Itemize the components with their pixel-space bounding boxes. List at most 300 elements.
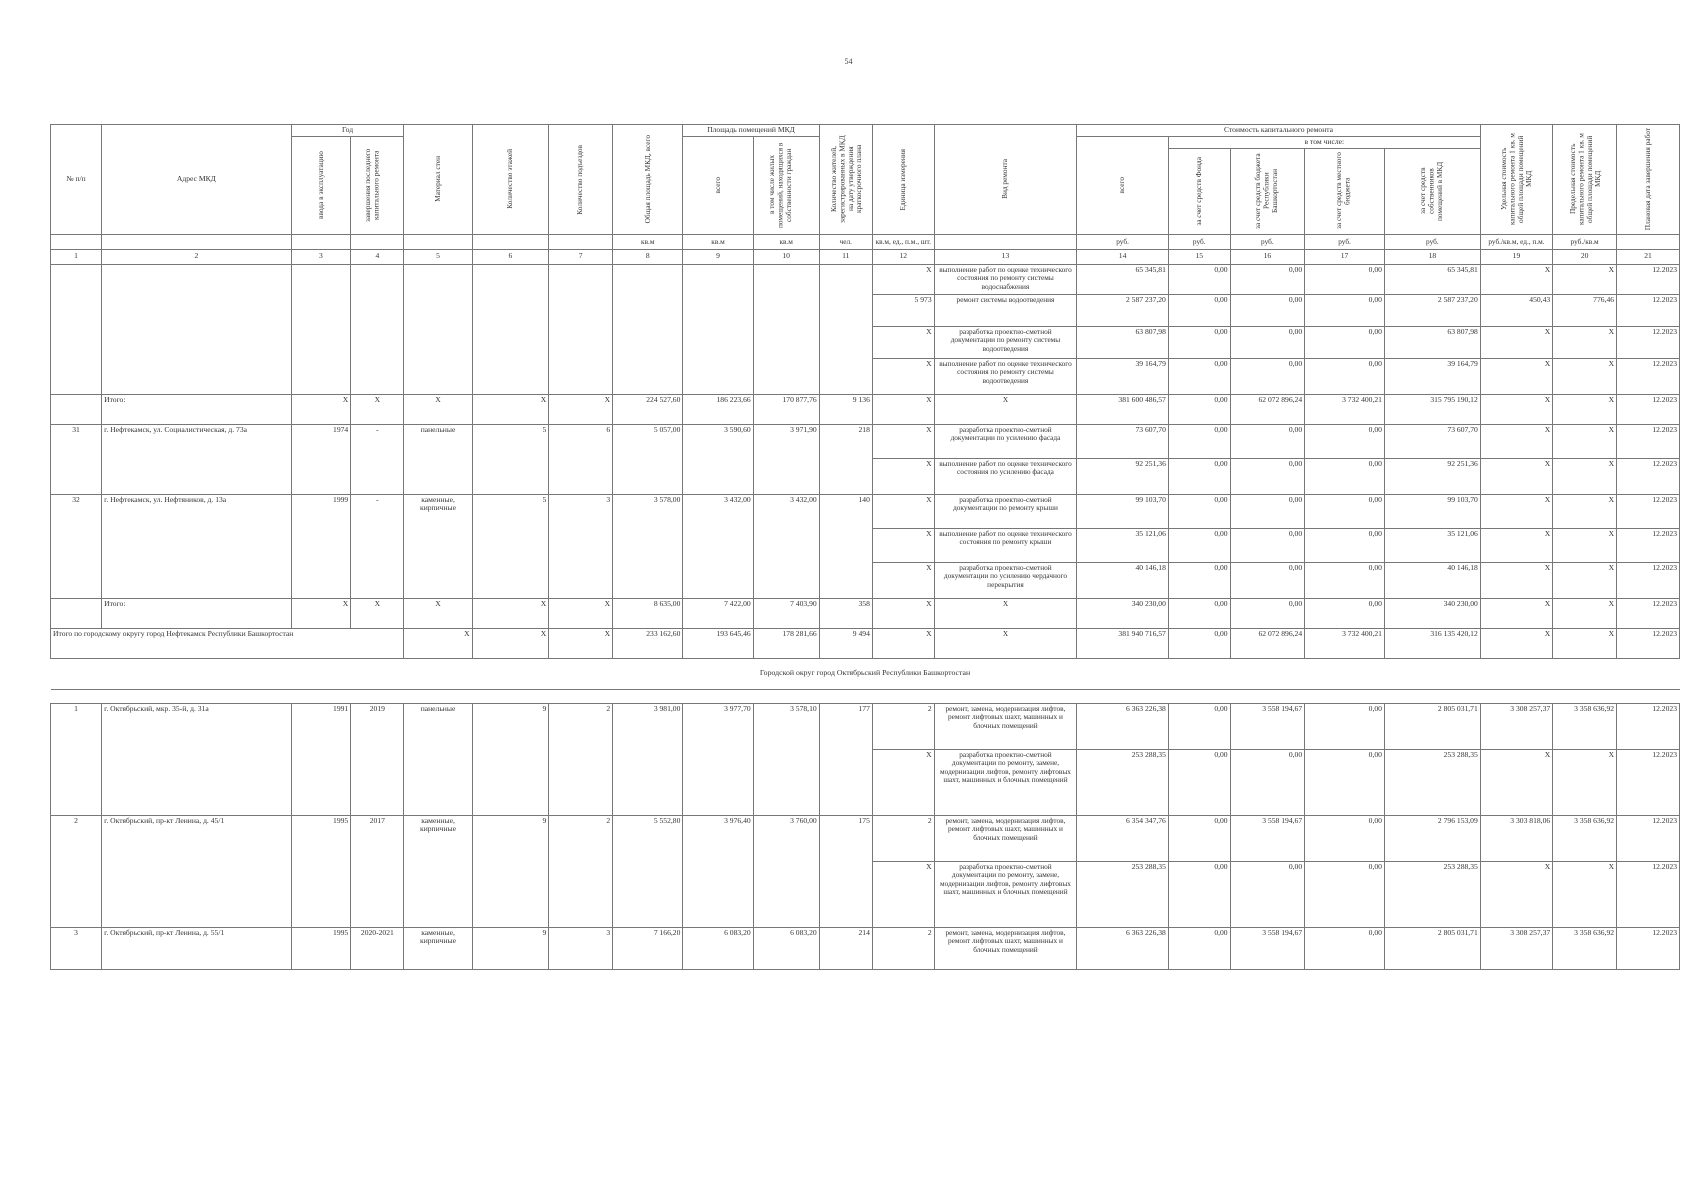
unit-cell: [934, 234, 1077, 249]
cell-area: 3 578,00: [613, 494, 683, 598]
unit-cell: [351, 234, 404, 249]
header-unit-cost: Удельная стоимость капитального ремонта 1 кв. м общей площади помещений МКД: [1480, 125, 1552, 235]
cell-fl: 9: [472, 815, 549, 927]
cell-loc: 0,00: [1305, 815, 1385, 861]
unit-cell: кв.м, ед., п.м., шт.: [872, 234, 934, 249]
cell-loc: 0,00: [1305, 326, 1385, 358]
header-total-area: Общая площадь МКД, всего: [613, 125, 683, 235]
spacer-row: [51, 689, 1680, 703]
cell-ent: 6: [549, 424, 613, 494]
cell-rep: 0,00: [1230, 494, 1305, 528]
cell-vol: 5 973: [872, 294, 934, 326]
cell-res: 140: [819, 494, 872, 598]
unit-cell: [291, 234, 351, 249]
cell-area: 8 635,00: [613, 598, 683, 628]
cell-wall: панельные: [404, 703, 472, 815]
cell-fl: 9: [472, 927, 549, 969]
cell-own: 315 795 190,12: [1384, 394, 1480, 424]
cell-own: 253 288,35: [1384, 861, 1480, 927]
cell-owned: 3 432,00: [753, 494, 819, 598]
cell-fund: 0,00: [1168, 528, 1230, 562]
cell-date: 12.2023: [1617, 749, 1680, 815]
column-index-cell: 1: [51, 249, 102, 264]
cell-vol: X: [872, 528, 934, 562]
header-limit-cost: Предельная стоимость капитального ремонта 1 кв. м общей площади помещений МКД: [1553, 125, 1617, 235]
column-index-cell: 18: [1384, 249, 1480, 264]
cell-lim: X: [1553, 264, 1617, 294]
cell-res: 218: [819, 424, 872, 494]
cell-total: 381 940 716,57: [1077, 628, 1169, 658]
cell-ent: X: [549, 394, 613, 424]
cell-num: [51, 394, 102, 424]
cell-unit: X: [1480, 562, 1552, 598]
cell-area: 233 162,60: [613, 628, 683, 658]
cell-area: 5 552,80: [613, 815, 683, 927]
cell-prem: 3 590,60: [683, 424, 753, 494]
cell-lim: X: [1553, 424, 1617, 458]
cell-unit: X: [1480, 528, 1552, 562]
cell-date: 12.2023: [1617, 703, 1680, 749]
cell-fl: 9: [472, 703, 549, 815]
cell-fl: 5: [472, 494, 549, 598]
cell-addr: г. Нефтекамск, ул. Социалистическая, д. 73а: [102, 424, 292, 494]
cell-ent: X: [549, 628, 613, 658]
cell-num: 31: [51, 424, 102, 494]
cell-loc: 0,00: [1305, 749, 1385, 815]
cell-lim: X: [1553, 326, 1617, 358]
cell-work: разработка проектно-сметной документации по усилению чердачного перекрытия: [934, 562, 1077, 598]
cell-work: выполнение работ по оценке технического состояния по ремонту крыши: [934, 528, 1077, 562]
cell-y1: X: [291, 394, 351, 424]
cell-unit: 3 308 257,37: [1480, 703, 1552, 749]
cell-prem: 193 645,46: [683, 628, 753, 658]
cell-rep: 0,00: [1230, 528, 1305, 562]
cell-fund: 0,00: [1168, 294, 1230, 326]
cell-total: 6 363 226,38: [1077, 927, 1169, 969]
cell-unit: X: [1480, 394, 1552, 424]
cell-rep: 3 558 194,67: [1230, 927, 1305, 969]
column-index-cell: 14: [1077, 249, 1169, 264]
cell-fund: 0,00: [1168, 815, 1230, 861]
cell-date: 12.2023: [1617, 326, 1680, 358]
header-num: № п/п: [51, 125, 102, 235]
cell-loc: 0,00: [1305, 294, 1385, 326]
cell-work: выполнение работ по оценке технического состояния по усилению фасада: [934, 458, 1077, 494]
cell-loc: 0,00: [1305, 264, 1385, 294]
cell-own: 35 121,06: [1384, 528, 1480, 562]
cell-total: 35 121,06: [1077, 528, 1169, 562]
cell-work: X: [934, 628, 1077, 658]
header-premises-group: Площадь помещений МКД: [683, 125, 819, 137]
cell-unit: X: [1480, 458, 1552, 494]
unit-cell: руб.: [1230, 234, 1305, 249]
cell-owned: 7 403,90: [753, 598, 819, 628]
cell-own: 2 587 237,20: [1384, 294, 1480, 326]
cell-y2: X: [351, 394, 404, 424]
cell-work: ремонт системы водоотведения: [934, 294, 1077, 326]
column-index-cell: 7: [549, 249, 613, 264]
cell-fund: 0,00: [1168, 326, 1230, 358]
cell-loc: 0,00: [1305, 927, 1385, 969]
cell-lim: 3 358 636,92: [1553, 703, 1617, 749]
unit-cell: [404, 234, 472, 249]
column-index-cell: 12: [872, 249, 934, 264]
header-premises-owned: в том числе жилых помещений, находящихся в собственности граждан: [753, 137, 819, 235]
cell-total: 2 587 237,20: [1077, 294, 1169, 326]
cell-vol: X: [872, 598, 934, 628]
cell-vol: X: [872, 749, 934, 815]
cell-unit: X: [1480, 628, 1552, 658]
table-row: [51, 815, 1680, 861]
cell-lim: 3 358 636,92: [1553, 927, 1617, 969]
cell-fund: 0,00: [1168, 562, 1230, 598]
cell-own: 73 607,70: [1384, 424, 1480, 458]
cell-vol: 2: [872, 927, 934, 969]
cell-rep: 62 072 896,24: [1230, 394, 1305, 424]
cell-rep: 0,00: [1230, 598, 1305, 628]
table-row: [51, 598, 1680, 628]
unit-cell: кв.м: [613, 234, 683, 249]
cell-vol: X: [872, 628, 934, 658]
cell-work: выполнение работ по оценке технического состояния по ремонту системы водоснабжения: [934, 264, 1077, 294]
cell-vol: X: [872, 424, 934, 458]
cell-own: 340 230,00: [1384, 598, 1480, 628]
cell-date: 12.2023: [1617, 562, 1680, 598]
unit-cell: [102, 234, 292, 249]
cell-num: 32: [51, 494, 102, 598]
cell-fund: 0,00: [1168, 749, 1230, 815]
cell-rep: 3 558 194,67: [1230, 703, 1305, 749]
cell-addr: Итого:: [102, 394, 292, 424]
cell-continued: [51, 264, 102, 394]
unit-cell: кв.м: [753, 234, 819, 249]
cell-vol: X: [872, 394, 934, 424]
cell-wall: каменные, кирпичные: [404, 815, 472, 927]
cell-addr: Итого:: [102, 598, 292, 628]
cell-lim: 3 358 636,92: [1553, 815, 1617, 861]
cell-y2: -: [351, 424, 404, 494]
cell-fl: 5: [472, 424, 549, 494]
column-index-row: [51, 249, 1680, 264]
cell-continued: [472, 264, 549, 394]
cell-vol: 2: [872, 703, 934, 749]
cell-ent: 3: [549, 927, 613, 969]
header-work: Вид ремонта: [934, 125, 1077, 235]
unit-cell: [51, 234, 102, 249]
cell-continued: [819, 264, 872, 394]
cell-y2: 2019: [351, 703, 404, 815]
cell-vol: X: [872, 562, 934, 598]
cell-vol: X: [872, 861, 934, 927]
header-volume: Единица измерения: [872, 125, 934, 235]
cell-ent: X: [549, 598, 613, 628]
cell-vol: X: [872, 326, 934, 358]
cell-fund: 0,00: [1168, 424, 1230, 458]
cell-vol: X: [872, 264, 934, 294]
cell-y2: -: [351, 494, 404, 598]
cell-num: 2: [51, 815, 102, 927]
cell-addr: г. Октябрьский, пр-кт Ленина, д. 45/1: [102, 815, 292, 927]
column-index-cell: 17: [1305, 249, 1385, 264]
cell-wall: каменные, кирпичные: [404, 927, 472, 969]
cell-work: X: [934, 394, 1077, 424]
cell-fund: 0,00: [1168, 358, 1230, 394]
cell-fund: 0,00: [1168, 264, 1230, 294]
cell-ent: 2: [549, 815, 613, 927]
cell-num: 1: [51, 703, 102, 815]
cell-work: ремонт, замена, модернизация лифтов, ремонт лифтовых шахт, машинных и блочных помещений: [934, 927, 1077, 969]
cell-wall: каменные, кирпичные: [404, 494, 472, 598]
cell-addr: г. Октябрьский, пр-кт Ленина, д. 55/1: [102, 927, 292, 969]
cell-rep: 0,00: [1230, 749, 1305, 815]
cell-unit: X: [1480, 358, 1552, 394]
column-index-cell: 3: [291, 249, 351, 264]
cell-owned: 3 578,10: [753, 703, 819, 815]
cell-owned: 3 760,00: [753, 815, 819, 927]
cell-rep: 0,00: [1230, 326, 1305, 358]
cell-owned: 6 083,20: [753, 927, 819, 969]
cell-date: 12.2023: [1617, 628, 1680, 658]
cell-lim: X: [1553, 528, 1617, 562]
header-cost-local: за счет средств местного бюджета: [1305, 148, 1385, 234]
cell-owned: 3 971,90: [753, 424, 819, 494]
unit-cell: руб./кв.м, ед., п.м.: [1480, 234, 1552, 249]
cell-fund: 0,00: [1168, 703, 1230, 749]
cell-lim: X: [1553, 494, 1617, 528]
cell-total: 65 345,81: [1077, 264, 1169, 294]
cell-own: 40 146,18: [1384, 562, 1480, 598]
units-row: [51, 234, 1680, 249]
capital-repair-table-sheet: [50, 124, 1680, 1070]
cell-loc: 0,00: [1305, 703, 1385, 749]
table-body: [51, 264, 1680, 969]
cell-lim: X: [1553, 458, 1617, 494]
header-cost-total: всего: [1077, 137, 1169, 235]
cell-y1: 1995: [291, 927, 351, 969]
group-title: Городской округ город Октябрьский Республики Башкортостан: [51, 658, 1680, 689]
column-index-cell: 10: [753, 249, 819, 264]
cell-wall: панельные: [404, 424, 472, 494]
cell-addr: г. Нефтекамск, ул. Нефтяников, д. 13а: [102, 494, 292, 598]
spacer-cell: [51, 689, 1680, 703]
cell-rep: 0,00: [1230, 424, 1305, 458]
cell-work: X: [934, 598, 1077, 628]
cell-continued: [753, 264, 819, 394]
cell-lim: X: [1553, 562, 1617, 598]
page-number: 54: [844, 57, 853, 66]
cell-fl: X: [472, 598, 549, 628]
cell-loc: 0,00: [1305, 598, 1385, 628]
cell-loc: 3 732 400,21: [1305, 394, 1385, 424]
table-row: [51, 264, 1680, 294]
cell-unit: X: [1480, 598, 1552, 628]
cell-rep: 0,00: [1230, 294, 1305, 326]
cell-date: 12.2023: [1617, 458, 1680, 494]
cell-lim: 776,46: [1553, 294, 1617, 326]
header-cost-group: Стоимость капитального ремонта: [1077, 125, 1480, 137]
cell-unit: X: [1480, 264, 1552, 294]
column-index-cell: 16: [1230, 249, 1305, 264]
header-premises-total: всего: [683, 137, 753, 235]
unit-cell: [549, 234, 613, 249]
cell-unit: 3 303 818,06: [1480, 815, 1552, 861]
cell-area: 224 527,60: [613, 394, 683, 424]
header-cost-republic: за счет средств бюджета Республики Башкортостан: [1230, 148, 1305, 234]
cell-continued: [683, 264, 753, 394]
cell-wall: X: [404, 598, 472, 628]
cell-area: 5 057,00: [613, 424, 683, 494]
cell-res: 358: [819, 598, 872, 628]
cell-y2: 2017: [351, 815, 404, 927]
cell-fl: X: [472, 394, 549, 424]
column-index-cell: 15: [1168, 249, 1230, 264]
cell-rep: 3 558 194,67: [1230, 815, 1305, 861]
cell-own: 316 135 420,12: [1384, 628, 1480, 658]
cell-own: 39 164,79: [1384, 358, 1480, 394]
cell-res: 214: [819, 927, 872, 969]
header-year-last-repair: завершения последнего капитального ремонта: [351, 137, 404, 235]
cell-loc: 0,00: [1305, 458, 1385, 494]
header-cost-sub: в том числе:: [1168, 137, 1480, 149]
cell-own: 63 807,98: [1384, 326, 1480, 358]
cell-date: 12.2023: [1617, 598, 1680, 628]
cell-loc: 3 732 400,21: [1305, 628, 1385, 658]
cell-date: 12.2023: [1617, 528, 1680, 562]
cell-rep: 0,00: [1230, 458, 1305, 494]
cell-continued: [549, 264, 613, 394]
group-title-row: [51, 658, 1680, 689]
cell-work: выполнение работ по оценке технического состояния по ремонту системы водоотведения: [934, 358, 1077, 394]
cell-own: 65 345,81: [1384, 264, 1480, 294]
cell-y1: 1974: [291, 424, 351, 494]
cell-fl: X: [472, 628, 549, 658]
cell-unit: X: [1480, 494, 1552, 528]
cell-area: 3 981,00: [613, 703, 683, 815]
cell-date: 12.2023: [1617, 394, 1680, 424]
cell-prem: 3 976,40: [683, 815, 753, 927]
cell-rep: 0,00: [1230, 861, 1305, 927]
column-index-cell: 8: [613, 249, 683, 264]
okrug-total-row: [51, 628, 1680, 658]
column-index-cell: 19: [1480, 249, 1552, 264]
unit-cell: [1617, 234, 1680, 249]
cell-y1: 1995: [291, 815, 351, 927]
column-index-cell: 4: [351, 249, 404, 264]
cell-date: 12.2023: [1617, 424, 1680, 458]
cell-prem: 6 083,20: [683, 927, 753, 969]
cell-total: 39 164,79: [1077, 358, 1169, 394]
cell-continued: [291, 264, 351, 394]
column-index-cell: 21: [1617, 249, 1680, 264]
cell-date: 12.2023: [1617, 815, 1680, 861]
cell-continued: [102, 264, 292, 394]
cell-total: 92 251,36: [1077, 458, 1169, 494]
unit-cell: руб.: [1168, 234, 1230, 249]
cell-res: 9 494: [819, 628, 872, 658]
cell-own: 2 796 153,09: [1384, 815, 1480, 861]
cell-vol: X: [872, 494, 934, 528]
header-entrances: Количество подъездов: [549, 125, 613, 235]
cell-unit: X: [1480, 861, 1552, 927]
cell-fund: 0,00: [1168, 861, 1230, 927]
cell-unit: 450,43: [1480, 294, 1552, 326]
table-row: [51, 494, 1680, 528]
unit-cell: [472, 234, 549, 249]
cell-date: 12.2023: [1617, 861, 1680, 927]
header-floors: Количество этажей: [472, 125, 549, 235]
cell-rep: 0,00: [1230, 264, 1305, 294]
cell-owned: 170 877,76: [753, 394, 819, 424]
cell-loc: 0,00: [1305, 424, 1385, 458]
table-row: [51, 424, 1680, 458]
cell-y2: X: [351, 598, 404, 628]
header-cost-owners: за счет средств собственников помещений в МКД: [1384, 148, 1480, 234]
header-address: Адрес МКД: [102, 125, 292, 235]
unit-cell: чел.: [819, 234, 872, 249]
cell-fund: 0,00: [1168, 628, 1230, 658]
cell-total: 6 363 226,38: [1077, 703, 1169, 749]
cell-continued: [404, 264, 472, 394]
header-year-group: Год: [291, 125, 404, 137]
cell-fund: 0,00: [1168, 598, 1230, 628]
cell-unit: X: [1480, 749, 1552, 815]
cell-total: 40 146,18: [1077, 562, 1169, 598]
cell-date: 12.2023: [1617, 494, 1680, 528]
cell-vol: 2: [872, 815, 934, 861]
cell-num: 3: [51, 927, 102, 969]
cell-res: 177: [819, 703, 872, 815]
cell-prem: 3 977,70: [683, 703, 753, 815]
unit-cell: руб./кв.м: [1553, 234, 1617, 249]
header-residents: Количество жителей, зарегистрированных в МКД на дату утверждения краткосрочного плана: [819, 125, 872, 235]
table-row: [51, 394, 1680, 424]
cell-unit: X: [1480, 326, 1552, 358]
cell-own: 99 103,70: [1384, 494, 1480, 528]
cell-total: 63 807,98: [1077, 326, 1169, 358]
column-index-cell: 6: [472, 249, 549, 264]
cell-own: 92 251,36: [1384, 458, 1480, 494]
cell-date: 12.2023: [1617, 927, 1680, 969]
cell-ent: 3: [549, 494, 613, 598]
cell-own: 2 805 031,71: [1384, 927, 1480, 969]
unit-cell: кв.м: [683, 234, 753, 249]
cell-vol: X: [872, 358, 934, 394]
cell-loc: 0,00: [1305, 494, 1385, 528]
cell-loc: 0,00: [1305, 358, 1385, 394]
cell-work: ремонт, замена, модернизация лифтов, ремонт лифтовых шахт, машинных и блочных помещений: [934, 703, 1077, 749]
cell-owned: 178 281,66: [753, 628, 819, 658]
cell-unit: X: [1480, 424, 1552, 458]
cell-loc: 0,00: [1305, 861, 1385, 927]
cell-work: разработка проектно-сметной документации по ремонту, замене, модернизации лифтов, ремонту лифтовых шахт, машинных и блочных помещений: [934, 861, 1077, 927]
cell-work: разработка проектно-сметной документации по ремонту, замене, модернизации лифтов, ремонту лифтовых шахт, машинных и блочных помещений: [934, 749, 1077, 815]
cell-lim: X: [1553, 394, 1617, 424]
cell-date: 12.2023: [1617, 294, 1680, 326]
cell-total: 73 607,70: [1077, 424, 1169, 458]
cell-vol: X: [872, 458, 934, 494]
cell-work: разработка проектно-сметной документации по ремонту системы водоотведения: [934, 326, 1077, 358]
cell-lim: X: [1553, 749, 1617, 815]
cell-continued: [613, 264, 683, 394]
column-index-cell: 9: [683, 249, 753, 264]
cell-lim: X: [1553, 861, 1617, 927]
cell-total: 340 230,00: [1077, 598, 1169, 628]
cell-rep: 62 072 896,24: [1230, 628, 1305, 658]
unit-cell: руб.: [1305, 234, 1385, 249]
cell-area: 7 166,20: [613, 927, 683, 969]
cell-y1: 1991: [291, 703, 351, 815]
cell-ent: 2: [549, 703, 613, 815]
